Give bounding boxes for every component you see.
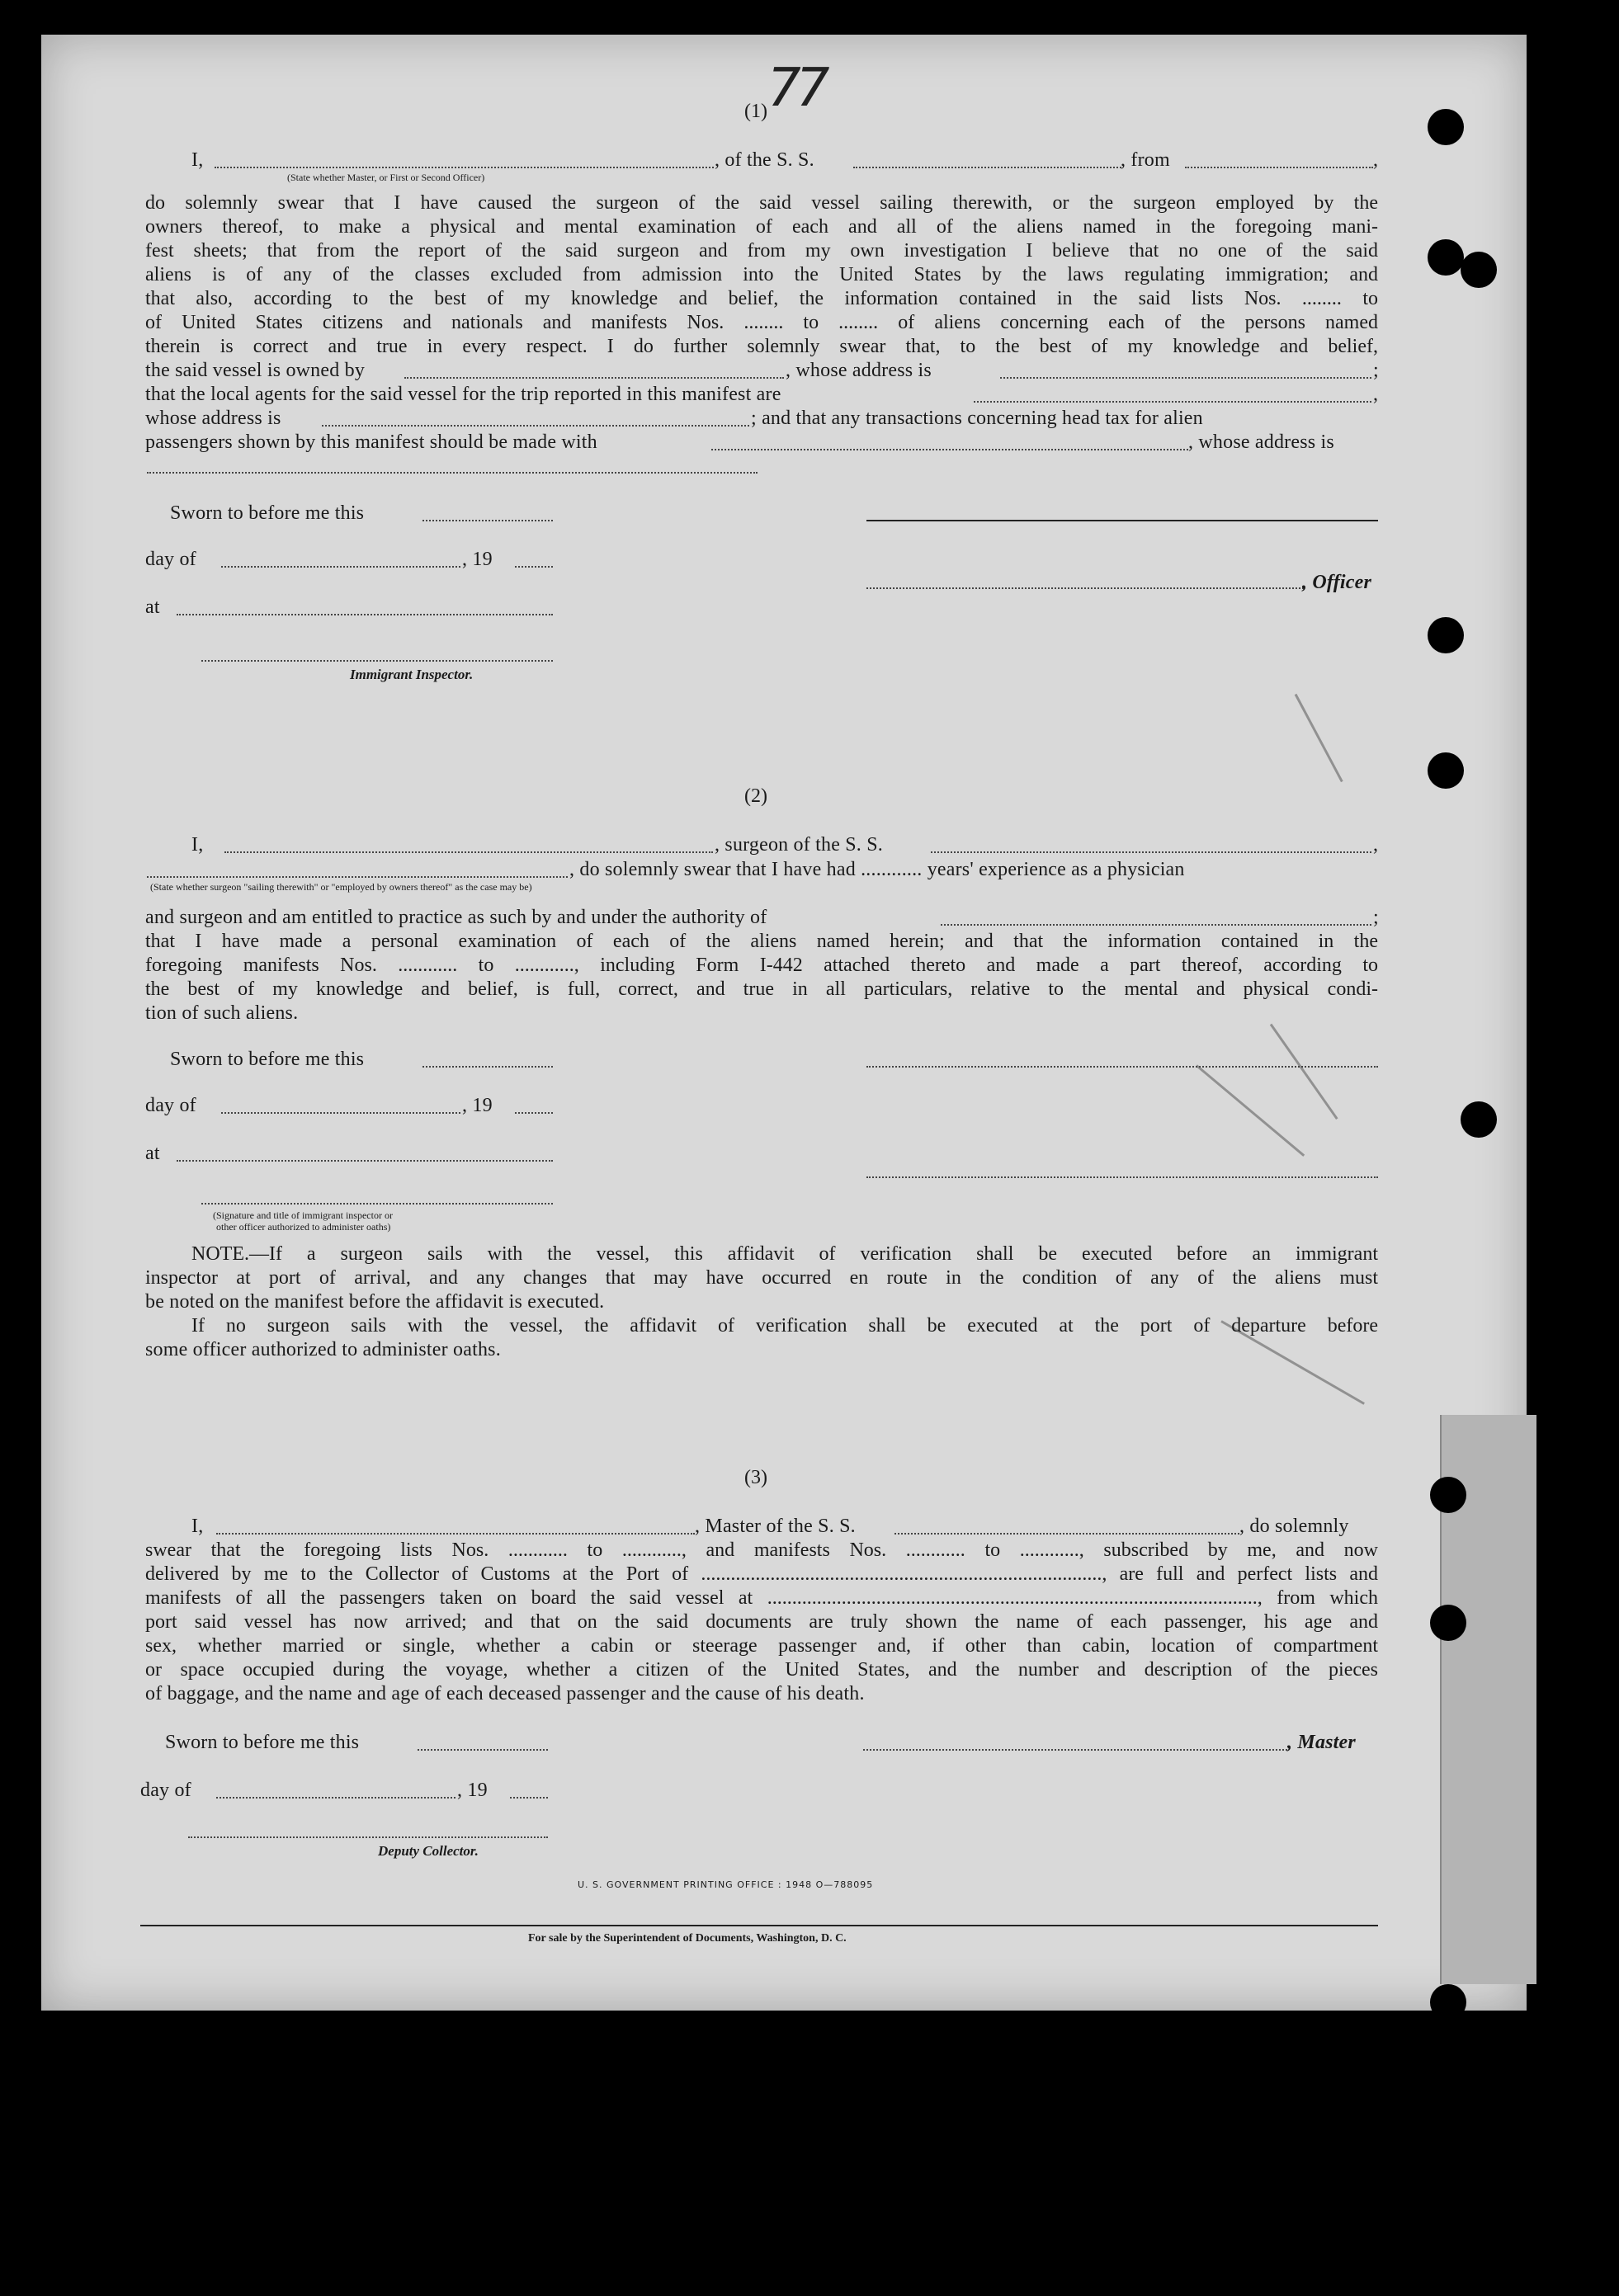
section3-ship-field[interactable] bbox=[894, 1533, 1239, 1535]
section2-ship-field[interactable] bbox=[931, 851, 1371, 853]
handwritten-mark: 77 bbox=[767, 58, 825, 119]
punch-hole-5 bbox=[1428, 752, 1464, 789]
section2-year-field[interactable] bbox=[515, 1112, 553, 1114]
section1-officer-label: , Officer bbox=[1302, 572, 1371, 593]
section3-do-solemnly: , do solemnly bbox=[1239, 1516, 1349, 1537]
section1-officer-name-field[interactable] bbox=[215, 167, 714, 168]
section1-inspector-field[interactable] bbox=[201, 660, 553, 662]
section3-year-field[interactable] bbox=[510, 1797, 548, 1799]
section2-year-label: , 19 bbox=[462, 1095, 493, 1116]
section1-sworn-label: Sworn to before me this bbox=[170, 502, 365, 524]
for-sale-line: For sale by the Superintendent of Documents, Washington, D. C. bbox=[528, 1932, 847, 1945]
section1-officer-field[interactable] bbox=[866, 587, 1304, 589]
section1-year-field[interactable] bbox=[515, 566, 553, 568]
section2-i-label: I, bbox=[191, 834, 204, 856]
agents-address-label: whose address is bbox=[145, 408, 281, 429]
section1-sworn-field[interactable] bbox=[422, 520, 553, 521]
punch-hole-7 bbox=[1430, 1477, 1466, 1513]
section2-sig-note-2: other officer authorized to administer oaths) bbox=[216, 1221, 391, 1233]
section2-day-field[interactable] bbox=[221, 1112, 460, 1114]
section1-year-label: , 19 bbox=[462, 549, 493, 570]
section1-from-field[interactable] bbox=[1185, 167, 1373, 168]
section2-signature-field[interactable] bbox=[866, 1066, 1378, 1068]
section1-ship-field[interactable] bbox=[853, 167, 1121, 168]
section3-master-of-label: , Master of the S. S. bbox=[695, 1516, 856, 1537]
section2-day-label: day of bbox=[145, 1095, 196, 1116]
section1-ss-label: , of the S. S. bbox=[715, 149, 814, 171]
owner-address-label: , whose address is bbox=[786, 360, 932, 381]
section1-number: (1) bbox=[744, 101, 767, 122]
head-tax-address-label: , whose address is bbox=[1188, 431, 1334, 453]
punch-hole-3 bbox=[1461, 252, 1497, 288]
section3-master-name-field[interactable] bbox=[216, 1533, 695, 1535]
local-agents-field[interactable] bbox=[974, 401, 1371, 403]
local-agents-label: that the local agents for the said vessel for the trip reported in this manifest are bbox=[145, 384, 781, 405]
punch-hole-4 bbox=[1428, 617, 1464, 653]
section2-surgeon-name-field[interactable] bbox=[224, 851, 713, 853]
section3-master-label: , Master bbox=[1287, 1732, 1356, 1753]
owned-by-label: the said vessel is owned by bbox=[145, 360, 366, 381]
owner-field[interactable] bbox=[404, 377, 784, 379]
section2-number: (2) bbox=[744, 785, 767, 807]
printing-office-line: U. S. GOVERNMENT PRINTING OFFICE : 1948 O—788095 bbox=[578, 1879, 874, 1890]
section2-authority-field[interactable] bbox=[941, 924, 1371, 926]
section2-swear-line: , do solemnly swear that I have had ............ years' experience as a physician bbox=[569, 859, 1185, 880]
section2-state-note: (State whether surgeon "sailing therewith" or "employed by owners thereof" as the case may be) bbox=[150, 881, 532, 893]
section2-at-field[interactable] bbox=[177, 1160, 553, 1162]
section3-day-field[interactable] bbox=[216, 1797, 455, 1799]
section2-surgeon-of-label: , surgeon of the S. S. bbox=[715, 834, 883, 856]
section2-title-field[interactable] bbox=[866, 1176, 1378, 1178]
section1-from-label: , from bbox=[1121, 149, 1170, 171]
punch-hole-2 bbox=[1428, 239, 1464, 276]
section1-state-note: (State whether Master, or First or Second Officer) bbox=[287, 172, 485, 183]
punch-hole-8 bbox=[1430, 1605, 1466, 1641]
section2-sig-note-1: (Signature and title of immigrant inspector or bbox=[213, 1209, 393, 1221]
section3-year-label: , 19 bbox=[457, 1780, 488, 1801]
section1-at-field[interactable] bbox=[177, 614, 553, 615]
section3-deputy-field[interactable] bbox=[188, 1836, 548, 1838]
footer-rule bbox=[140, 1925, 1378, 1926]
section2-status-field[interactable] bbox=[147, 876, 568, 878]
section2-sworn-field[interactable] bbox=[422, 1066, 553, 1068]
section1-at-label: at bbox=[145, 596, 160, 618]
section3-deputy-label: Deputy Collector. bbox=[378, 1843, 479, 1859]
punch-hole-6 bbox=[1461, 1101, 1497, 1138]
head-tax-text: ; and that any transactions concerning head tax for alien bbox=[751, 408, 1203, 429]
section3-master-signature-field[interactable] bbox=[863, 1749, 1287, 1751]
section1-i-label: I, bbox=[191, 149, 204, 171]
section3-day-label: day of bbox=[140, 1780, 191, 1801]
section3-i-label: I, bbox=[191, 1516, 204, 1537]
passengers-label: passengers shown by this manifest should be made with bbox=[145, 431, 597, 453]
punch-hole-9 bbox=[1430, 1984, 1466, 2020]
section1-signature-line bbox=[866, 520, 1378, 521]
section1-day-field[interactable] bbox=[221, 566, 460, 568]
punch-hole-10 bbox=[1430, 2108, 1466, 2144]
section1-day-label: day of bbox=[145, 549, 196, 570]
section2-authority-label: and surgeon and am entitled to practice as such by and under the authority of bbox=[145, 907, 767, 928]
section2-inspector-field[interactable] bbox=[201, 1203, 553, 1205]
head-tax-address-field[interactable] bbox=[147, 472, 758, 474]
agents-address-field[interactable] bbox=[322, 425, 749, 427]
section1-inspector-label: Immigrant Inspector. bbox=[350, 667, 474, 682]
owner-address-field[interactable] bbox=[1000, 377, 1371, 379]
punch-hole-1 bbox=[1428, 109, 1464, 145]
section2-sworn-label: Sworn to before me this bbox=[170, 1049, 365, 1070]
section3-sworn-label: Sworn to before me this bbox=[165, 1732, 360, 1753]
head-tax-party-field[interactable] bbox=[711, 449, 1188, 450]
section2-at-label: at bbox=[145, 1143, 160, 1164]
section3-sworn-field[interactable] bbox=[418, 1749, 548, 1751]
section3-number: (3) bbox=[744, 1467, 767, 1488]
